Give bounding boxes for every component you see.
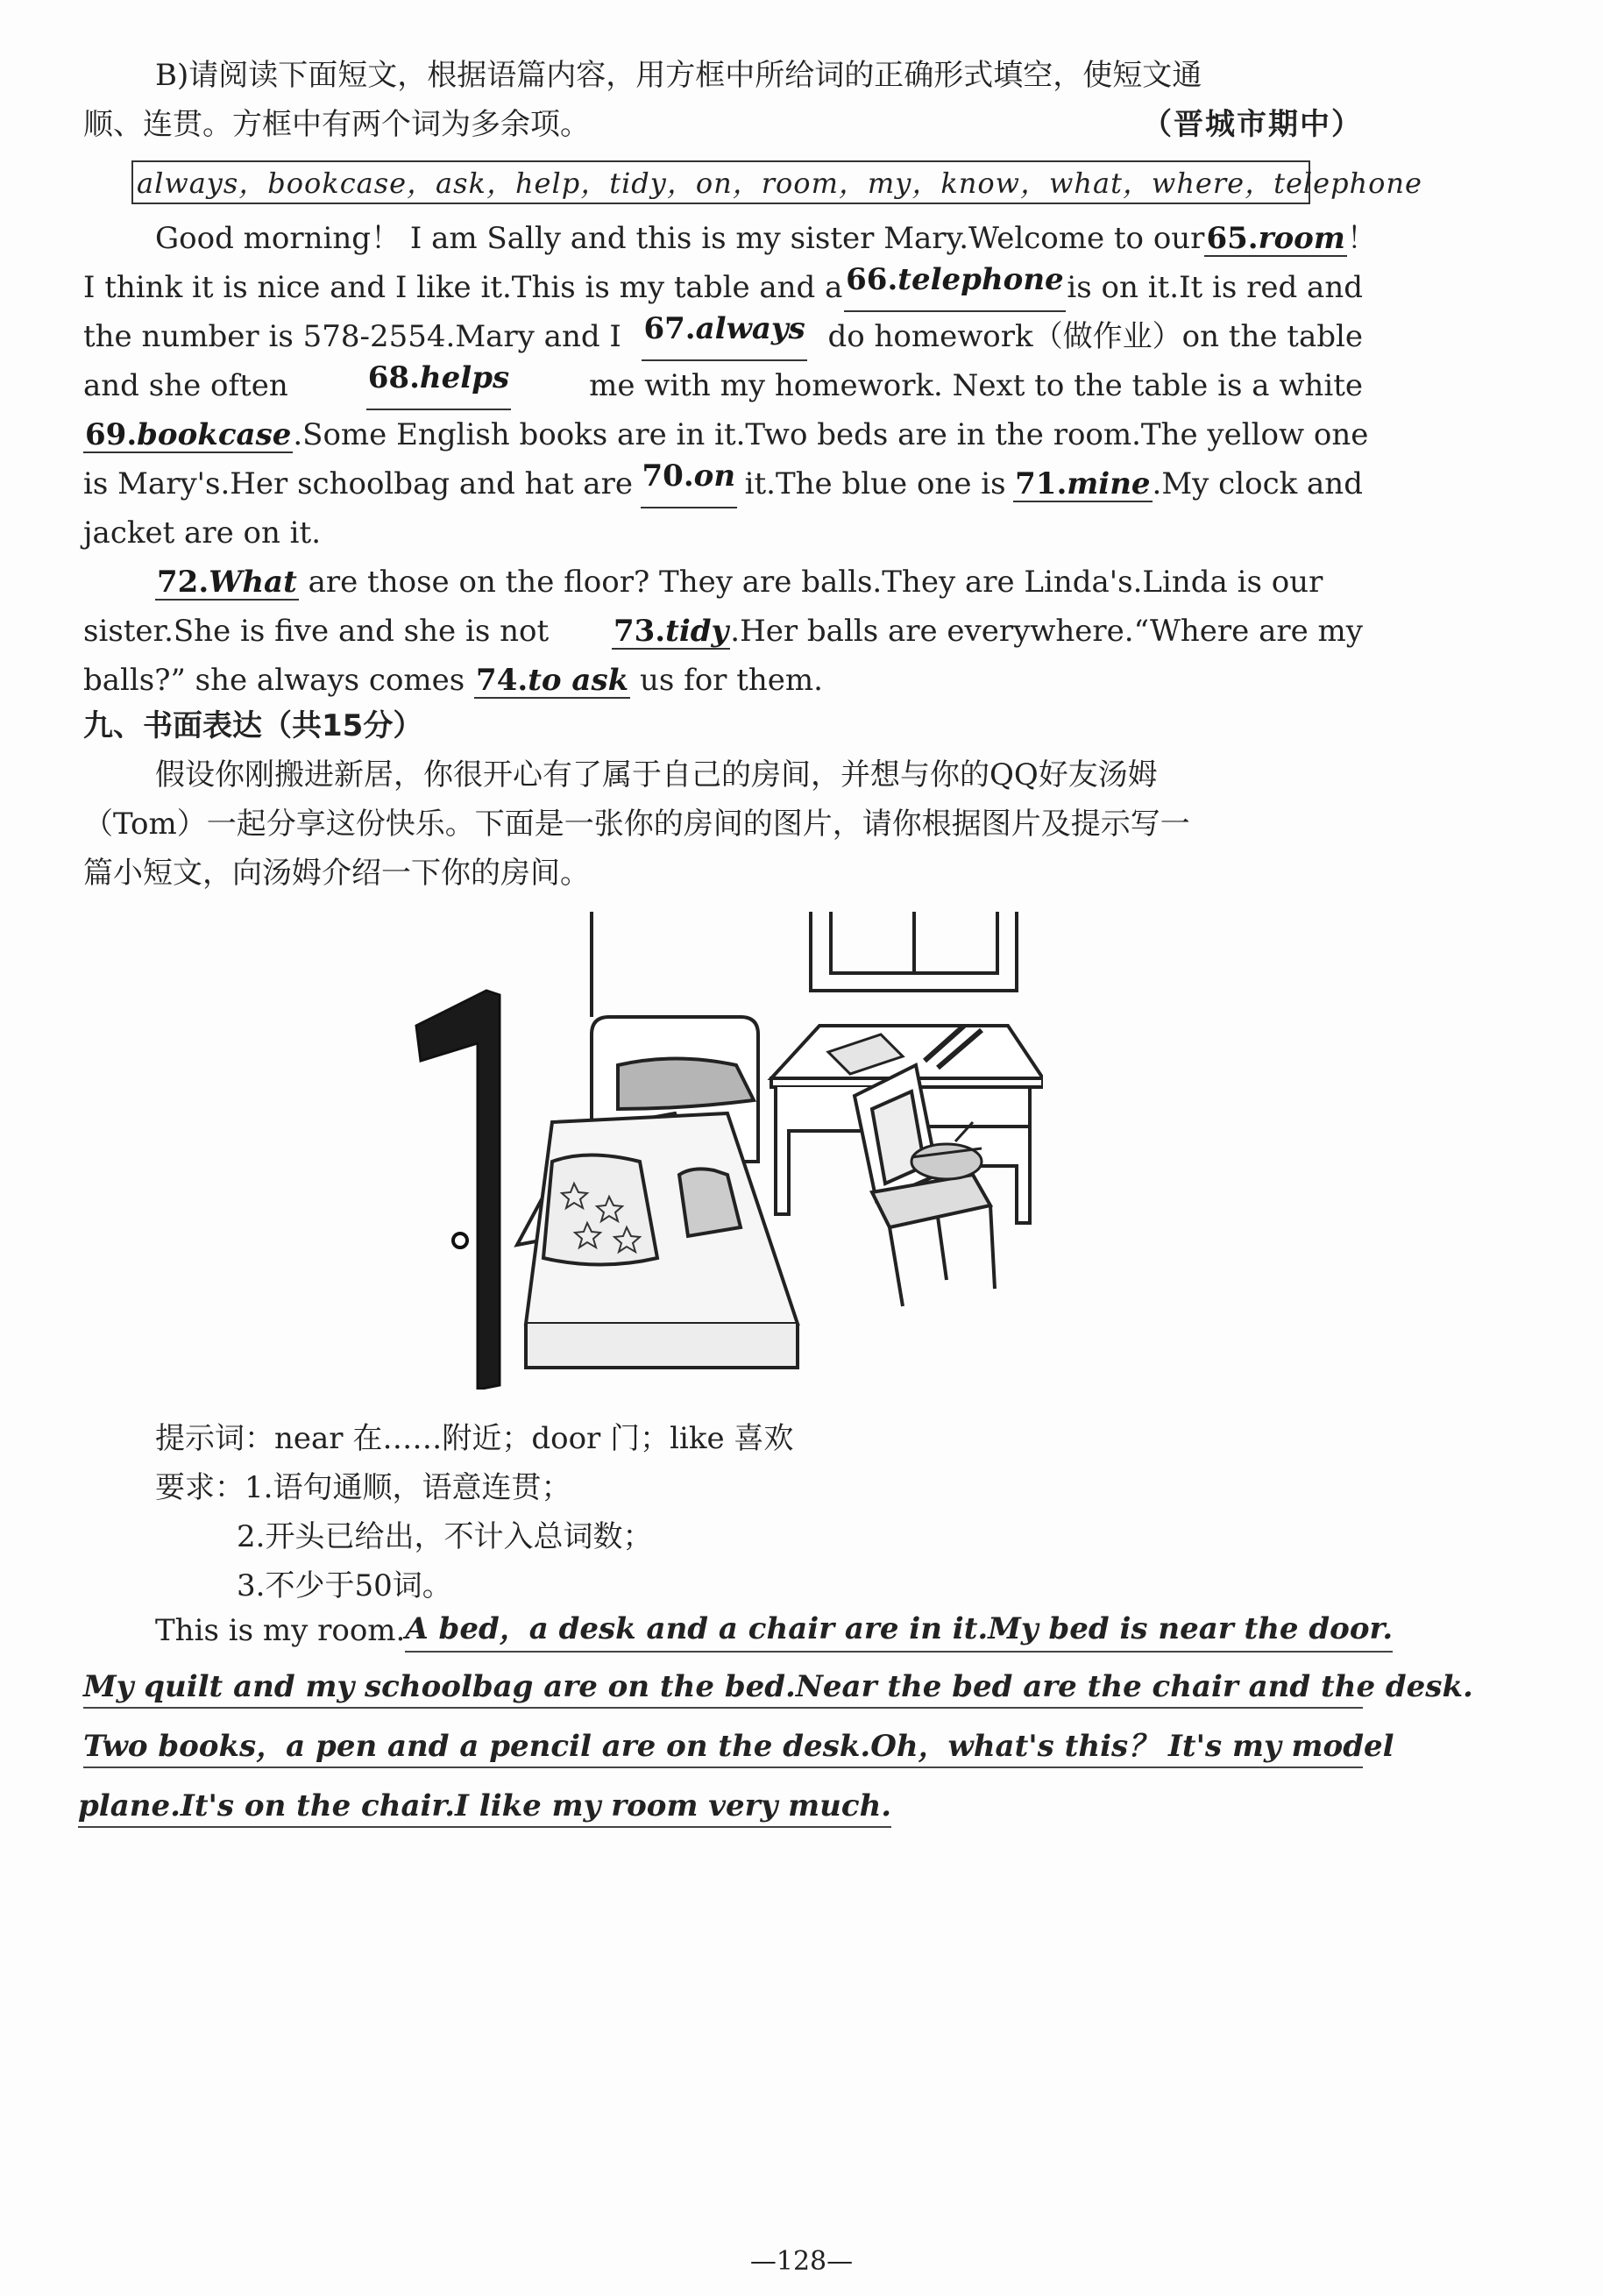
passage-text: .Some English books are in it.Two beds are in the room.The yellow one xyxy=(293,417,1369,452)
answer-73 xyxy=(612,615,730,650)
answer-number: 66. xyxy=(846,262,898,297)
answer-text: telephone xyxy=(897,262,1064,297)
requirement-3: 3.不少于50词。 xyxy=(237,1568,452,1603)
answer-70 xyxy=(641,459,738,508)
section-title: 九、书面表达（共15分） xyxy=(83,708,423,743)
answer-text-1: A bed，a desk and a chair are in it.My bed is near the door. xyxy=(405,1609,1393,1653)
instruction-text-2: 顺、连贯。方框中有两个词为多余项。 xyxy=(83,107,590,142)
passage-text: sister.She is five and she is not xyxy=(83,614,550,649)
writing-section xyxy=(83,701,1363,898)
prompt-line-3: 篇小短文，向汤姆介绍一下你的房间。 xyxy=(83,856,590,891)
passage-text: is Mary's.Her schoolbag and hat are xyxy=(83,466,633,501)
answer-text: on xyxy=(693,458,736,494)
answer-69 xyxy=(83,418,293,453)
answer-number: 73. xyxy=(613,614,666,649)
door xyxy=(416,991,500,1390)
bed xyxy=(517,1017,798,1368)
passage-line-2 xyxy=(83,263,1363,312)
answer-text: to ask xyxy=(528,663,629,698)
answer-number: 74. xyxy=(476,663,528,698)
answer-71 xyxy=(1013,467,1152,502)
passage-text: it.The blue one is xyxy=(744,466,1006,501)
answer-text: mine xyxy=(1067,466,1151,501)
answer-number: 70. xyxy=(642,458,694,494)
passage-line-3 xyxy=(83,312,1363,361)
sample-answer xyxy=(78,1609,1473,1828)
passage-line-10 xyxy=(83,656,1363,705)
answer-72 xyxy=(155,565,299,601)
answer-text-4: plane.It's on the chair.I like my room very much. xyxy=(78,1786,891,1828)
passage-text: do homework（做作业）on the table xyxy=(827,319,1363,354)
answer-text: always xyxy=(695,311,805,346)
answer-text: helps xyxy=(419,360,510,395)
passage-text: Good morning！ I am Sally and this is my sister Mary.Welcome to our xyxy=(155,221,1205,256)
answer-line-1 xyxy=(83,1609,1394,1653)
answer-text-3: Two books，a pen and a pencil are on the desk.Oh，what's this？ It's my model xyxy=(83,1726,1363,1768)
source-label: （晋城市期中） xyxy=(1142,107,1363,142)
passage-text: and she often xyxy=(83,368,288,403)
hints-block xyxy=(83,1414,1363,1610)
answer-text: What xyxy=(209,565,297,600)
room-illustration xyxy=(412,912,1043,1390)
passage-line-8 xyxy=(83,558,1363,607)
answer-67 xyxy=(642,312,806,361)
answer-number: 67. xyxy=(643,311,696,346)
answer-text: tidy xyxy=(665,614,729,649)
passage-text: balls?” she always comes xyxy=(83,663,465,698)
instruction-line-2 xyxy=(83,100,1363,149)
answer-number: 68. xyxy=(367,360,420,395)
passage-line-9 xyxy=(83,607,1363,656)
answer-text-2: My quilt and my schoolbag are on the bed.Near the bed are the chair and the desk. xyxy=(83,1667,1363,1709)
answer-start: This is my room. xyxy=(155,1613,406,1648)
requirement-2: 2.开头已给出，不计入总词数； xyxy=(237,1519,653,1554)
answer-68 xyxy=(366,361,511,410)
passage-text: is on it.It is red and xyxy=(1067,270,1363,305)
passage-text: me with my homework. Next to the table is a white xyxy=(589,368,1363,403)
word-box: always，bookcase，ask，help，tidy，on，room，my，know，what，where，telephone xyxy=(131,160,1310,204)
passage xyxy=(83,214,1377,705)
passage-text: us for them. xyxy=(639,663,823,698)
answer-number: 72. xyxy=(157,565,209,600)
answer-65 xyxy=(1204,222,1346,257)
answer-text: bookcase xyxy=(137,417,292,452)
prompt-line-1: 假设你刚搬进新居，你很开心有了属于自己的房间，并想与你的QQ好友汤姆 xyxy=(155,757,1158,793)
answer-66 xyxy=(844,263,1066,312)
answer-number: 69. xyxy=(85,417,138,452)
requirement-1: 要求：1.语句通顺，语意连贯； xyxy=(155,1470,571,1505)
passage-line-1 xyxy=(83,214,1377,263)
passage-line-7: jacket are on it. xyxy=(83,515,322,551)
passage-text: .My clock and xyxy=(1152,466,1363,501)
answer-number: 65. xyxy=(1206,221,1259,256)
passage-text: I think it is nice and I like it.This is my table and a xyxy=(83,270,843,305)
passage-line-4 xyxy=(83,361,1363,410)
page-number: —128— xyxy=(749,2246,854,2277)
passage-text: are those on the floor? They are balls.They are Linda's.Linda is our xyxy=(308,565,1323,600)
answer-text: room xyxy=(1258,221,1345,256)
passage-line-5 xyxy=(83,410,1369,459)
passage-text: the number is 578-2554.Mary and I xyxy=(83,319,621,354)
passage-text: ！ xyxy=(1346,221,1377,256)
answer-number: 71. xyxy=(1015,466,1067,501)
instruction-line-1: B)请阅读下面短文，根据语篇内容，用方框中所给词的正确形式填空，使短文通 xyxy=(155,58,1202,93)
passage-text: .Her balls are everywhere.“Where are my xyxy=(730,614,1363,649)
partB-block xyxy=(83,51,1363,149)
passage-line-6 xyxy=(83,459,1363,508)
answer-74 xyxy=(474,664,630,699)
prompt-line-2: （Tom）一起分享这份快乐。下面是一张你的房间的图片，请你根据图片及提示写一 xyxy=(83,807,1190,842)
hint-words: 提示词：near 在……附近；door 门；like 喜欢 xyxy=(155,1421,794,1456)
